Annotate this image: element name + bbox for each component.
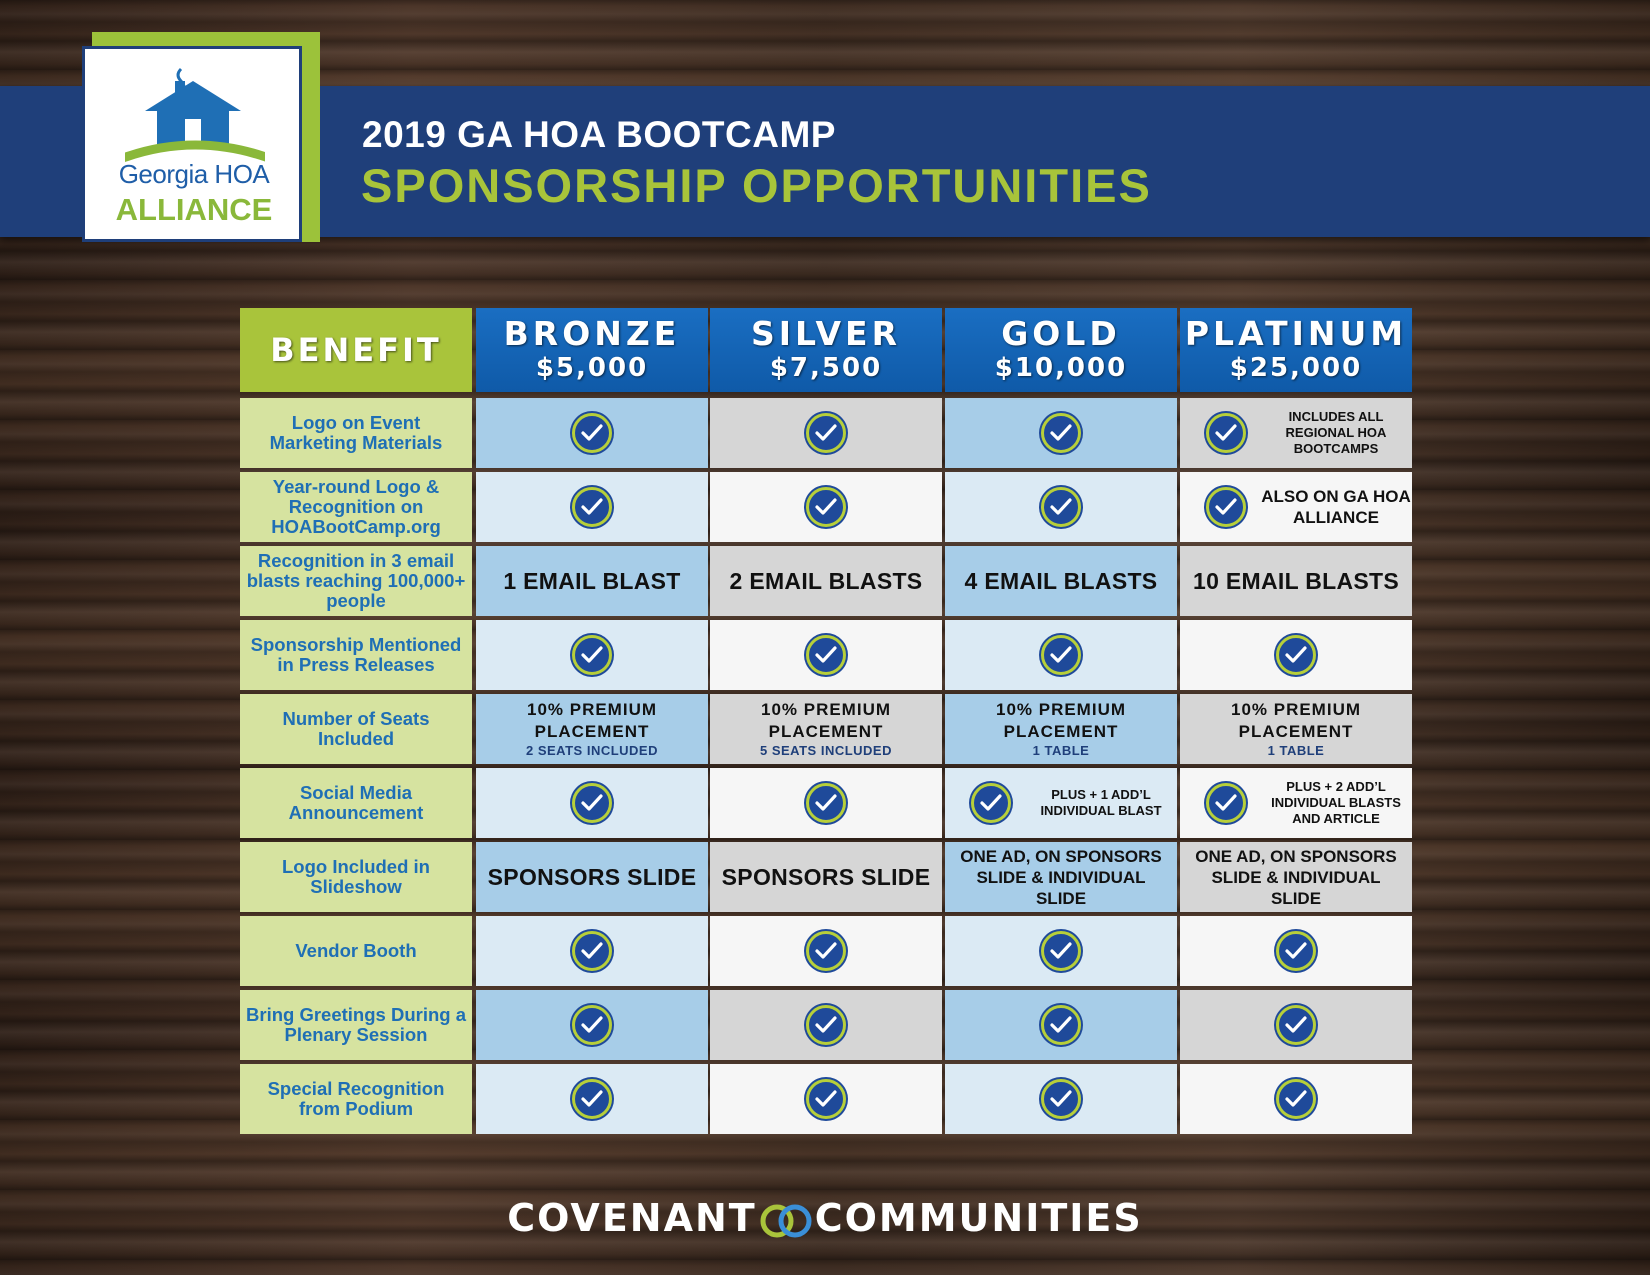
checkmark-icon xyxy=(572,1005,612,1045)
checkmark-icon xyxy=(1276,1079,1316,1119)
georgia-hoa-alliance-logo xyxy=(82,46,302,242)
checkmark-icon xyxy=(1276,1005,1316,1045)
cell-text: 10 EMAIL BLASTS xyxy=(1193,567,1399,594)
checkmark-icon xyxy=(1276,635,1316,675)
tier-price: $10,000 xyxy=(994,353,1128,383)
cell-text: ONE AD, ON SPONSORS SLIDE & INDIVIDUAL SLIDE xyxy=(1195,846,1397,908)
tier-header-bronze xyxy=(476,308,708,392)
table-cell xyxy=(476,546,708,616)
checkmark-icon xyxy=(1041,635,1081,675)
checkmark-icon xyxy=(806,931,846,971)
checkmark-icon xyxy=(572,931,612,971)
table-cell xyxy=(476,1064,708,1134)
benefit-label: Sponsorship Mentioned in Press Releases xyxy=(240,620,472,690)
checkmark-icon xyxy=(806,1005,846,1045)
benefit-label: Logo on Event Marketing Materials xyxy=(240,398,472,468)
benefit-note: PLUS + 1 ADD’L INDIVIDUAL BLAST xyxy=(1040,787,1162,818)
footer-right-text: COMMUNITIES xyxy=(814,1196,1143,1240)
table-cell xyxy=(710,1064,942,1134)
seats-main-text: 10% PREMIUM PLACEMENT xyxy=(760,700,892,741)
table-cell xyxy=(1180,842,1412,912)
seats-sub-text: 1 TABLE xyxy=(1032,743,1090,758)
benefit-note: ALSO ON GA HOA ALLIANCE xyxy=(1261,487,1411,527)
table-cell xyxy=(710,842,942,912)
benefit-label: Year-round Logo & Recognition on HOABootCamp.org xyxy=(240,472,472,542)
checkmark-icon xyxy=(971,783,1011,823)
table-cell xyxy=(476,990,708,1060)
checkmark-icon xyxy=(572,1079,612,1119)
house-icon xyxy=(125,61,265,171)
checkmark-icon xyxy=(806,413,846,453)
table-cell xyxy=(710,990,942,1060)
seats-sub-text: 1 TABLE xyxy=(1267,743,1325,758)
seats-main-text: 10% PREMIUM PLACEMENT xyxy=(1230,700,1362,741)
table-cell xyxy=(1180,398,1412,468)
table-cell xyxy=(945,916,1177,986)
table-cell xyxy=(476,768,708,838)
tier-header-gold xyxy=(945,308,1177,392)
cell-text: 2 EMAIL BLASTS xyxy=(729,567,923,594)
tier-name: SILVER xyxy=(750,314,902,353)
checkmark-icon xyxy=(1206,413,1246,453)
table-cell xyxy=(710,620,942,690)
checkmark-icon xyxy=(806,635,846,675)
page-title: 2019 GA HOA BOOTCAMP xyxy=(362,114,836,155)
table-cell xyxy=(945,694,1177,764)
table-cell xyxy=(710,398,942,468)
table-cell xyxy=(476,398,708,468)
table-cell xyxy=(476,472,708,542)
table-cell xyxy=(476,620,708,690)
checkmark-icon xyxy=(1206,487,1246,527)
table-cell xyxy=(945,768,1177,838)
table-cell xyxy=(945,398,1177,468)
table-cell xyxy=(1180,990,1412,1060)
checkmark-icon xyxy=(1041,487,1081,527)
logo-line-1: Georgia HOA xyxy=(118,159,270,189)
checkmark-icon xyxy=(572,413,612,453)
table-cell xyxy=(945,1064,1177,1134)
benefit-label: Number of Seats Included xyxy=(240,694,472,764)
table-cell xyxy=(1180,768,1412,838)
table-cell xyxy=(710,472,942,542)
table-cell xyxy=(710,916,942,986)
checkmark-icon xyxy=(1206,783,1246,823)
table-cell xyxy=(1180,916,1412,986)
checkmark-icon xyxy=(806,783,846,823)
tier-price: $7,500 xyxy=(769,353,883,383)
seats-main-text: 10% PREMIUM PLACEMENT xyxy=(526,700,658,741)
covenant-communities-logo xyxy=(0,1196,1650,1241)
checkmark-icon xyxy=(806,1079,846,1119)
checkmark-icon xyxy=(1041,1005,1081,1045)
cell-text: ONE AD, ON SPONSORS SLIDE & INDIVIDUAL SLIDE xyxy=(960,846,1162,908)
tier-name: GOLD xyxy=(1001,314,1121,353)
tier-name: BRONZE xyxy=(503,314,681,353)
checkmark-icon xyxy=(572,783,612,823)
table-cell xyxy=(1180,694,1412,764)
cell-text: SPONSORS SLIDE xyxy=(487,863,697,890)
benefit-header: BENEFIT xyxy=(240,308,472,392)
checkmark-icon xyxy=(806,487,846,527)
table-cell xyxy=(945,990,1177,1060)
cell-text: 1 EMAIL BLAST xyxy=(503,567,681,594)
seats-sub-text: 5 SEATS INCLUDED xyxy=(760,743,892,758)
benefit-label: Special Recognition from Podium xyxy=(240,1064,472,1134)
logo-line-2: ALLIANCE xyxy=(115,192,273,227)
table-cell xyxy=(710,546,942,616)
benefit-label: Recognition in 3 email blasts reaching 100,000+ people xyxy=(240,546,472,616)
table-cell xyxy=(1180,1064,1412,1134)
checkmark-icon xyxy=(572,487,612,527)
tier-price: $25,000 xyxy=(1229,353,1363,383)
checkmark-icon xyxy=(1041,1079,1081,1119)
page-subtitle: SPONSORSHIP OPPORTUNITIES xyxy=(361,159,1152,212)
seats-sub-text: 2 SEATS INCLUDED xyxy=(526,743,658,758)
table-cell xyxy=(1180,620,1412,690)
table-cell xyxy=(945,842,1177,912)
checkmark-icon xyxy=(1276,931,1316,971)
checkmark-icon xyxy=(1041,413,1081,453)
tier-name: PLATINUM xyxy=(1184,314,1408,353)
benefit-label: Social Media Announcement xyxy=(240,768,472,838)
table-cell xyxy=(945,620,1177,690)
table-cell xyxy=(1180,472,1412,542)
benefit-note: PLUS + 2 ADD’L INDIVIDUAL BLASTS AND ARTICLE xyxy=(1271,779,1401,826)
checkmark-icon xyxy=(572,635,612,675)
table-cell xyxy=(945,546,1177,616)
table-cell xyxy=(710,694,942,764)
tier-price: $5,000 xyxy=(535,353,649,383)
table-cell xyxy=(1180,546,1412,616)
benefit-label: Bring Greetings During a Plenary Session xyxy=(240,990,472,1060)
checkmark-icon xyxy=(1041,931,1081,971)
rings-icon xyxy=(759,1201,813,1241)
benefit-note: INCLUDES ALL REGIONAL HOA BOOTCAMPS xyxy=(1285,409,1387,456)
cell-text: 4 EMAIL BLASTS xyxy=(964,567,1158,594)
tier-header-silver xyxy=(710,308,942,392)
cell-text: SPONSORS SLIDE xyxy=(721,863,931,890)
table-cell xyxy=(476,694,708,764)
table-cell xyxy=(476,916,708,986)
table-cell xyxy=(476,842,708,912)
footer-left-text: COVENANT xyxy=(507,1196,757,1240)
benefit-label: Vendor Booth xyxy=(240,916,472,986)
table-cell xyxy=(945,472,1177,542)
table-cell xyxy=(710,768,942,838)
benefit-label: Logo Included in Slideshow xyxy=(240,842,472,912)
tier-header-platinum xyxy=(1180,308,1412,392)
seats-main-text: 10% PREMIUM PLACEMENT xyxy=(995,700,1127,741)
